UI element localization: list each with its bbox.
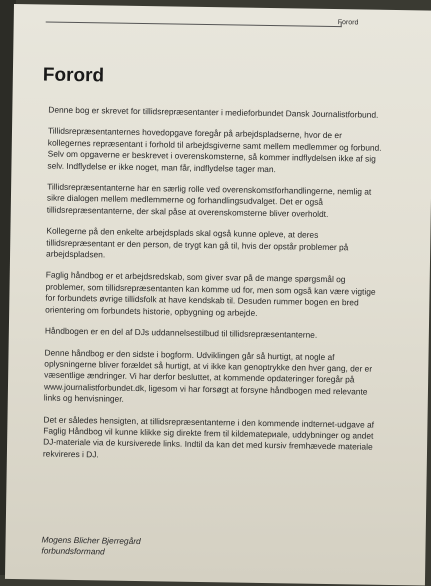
paragraph: Faglig håndbog er et arbejdsredskab, som giver svar på de mange spørgsmål og problemer, som tillidsrepræsentanten kan komme ud for, men som også kan være vigtige for forbundets øvrige tillidsfolk at have kendskab til. Desuden rummer bogen en bred orientering om forbundets historie, opbygning og arbejde. <box>45 270 376 318</box>
header-rule <box>46 22 342 28</box>
paragraph: Kollegerne på den enkelte arbejdsplads skal også kunne opleve, at deres tillidsrepræsentant er den person, de trygt kan gå til, hvis der opstår problemer på arbejdspladsen. <box>46 225 349 260</box>
paragraph: Det er således hensigten, at tillidsrepræsentanterne i den kommende indternet-udgave af Faglig Håndbog vil kunne klikke sig direkte frem til kildematериale, uddybninger og andet DJ-materiale via de kursiverede links. Indtil da kan det med kursiv fremhævede materiale rekvireres i DJ. <box>42 414 375 460</box>
paragraph: Tillidsrepræsentanterne har en særlig rolle ved overenskomstforhandlingerne, nemlig at sikre dialogen mellem medlemmerne og forhandlingsudvalget. Det er også tillidsrepræsentanterne, der skal påse at overenskomsterne bliver overholdt. <box>46 181 372 219</box>
signature-block <box>41 535 141 559</box>
page-title: Forord <box>42 64 105 87</box>
paragraph: Håndbogen er en del af DJs uddannelsestilbud til tillidsrepræsentanterne. <box>44 325 318 340</box>
body-text <box>43 105 385 475</box>
paragraph: Denne håndbog er den sidste i bogform. Udviklingen går så hurtigt, at nogle af oplysningerne bliver forældet så hurtigt, at vi ikke kan genoptrykke den hver gang, der er væsentlige ændringer. Vi har derfor besluttet, at kommende opdateringer foregår på www.journalistforbundet.dk, ligesom vi har forsøgt at forsyne håndbogen med relevante links og henvisninger. <box>43 347 373 404</box>
running-header: Forord <box>337 19 359 27</box>
book-page <box>5 4 431 586</box>
signature-role: forbundsformand <box>41 545 105 557</box>
paragraph: Tillidsrepræsentanternes hovedopgave foregår på arbejdspladserne, hvor de er kollegernes repræsentant i forhold til arbejdsgiverne samt mellem medlemmer og forbund. Selv om opgaverne er beskrevet i overenskomsterne, så kommer indflydelsen ikke af sig selv. Indflydelse er ikke noget, man får, indflydelse tager man. <box>47 125 382 174</box>
signature-name: Mogens Blicher Bjerregård <box>41 534 141 547</box>
paragraph: Denne bog er skrevet for tillidsrepræsentanter i medieforbundet Dansk Journalistforbund. <box>48 104 379 120</box>
